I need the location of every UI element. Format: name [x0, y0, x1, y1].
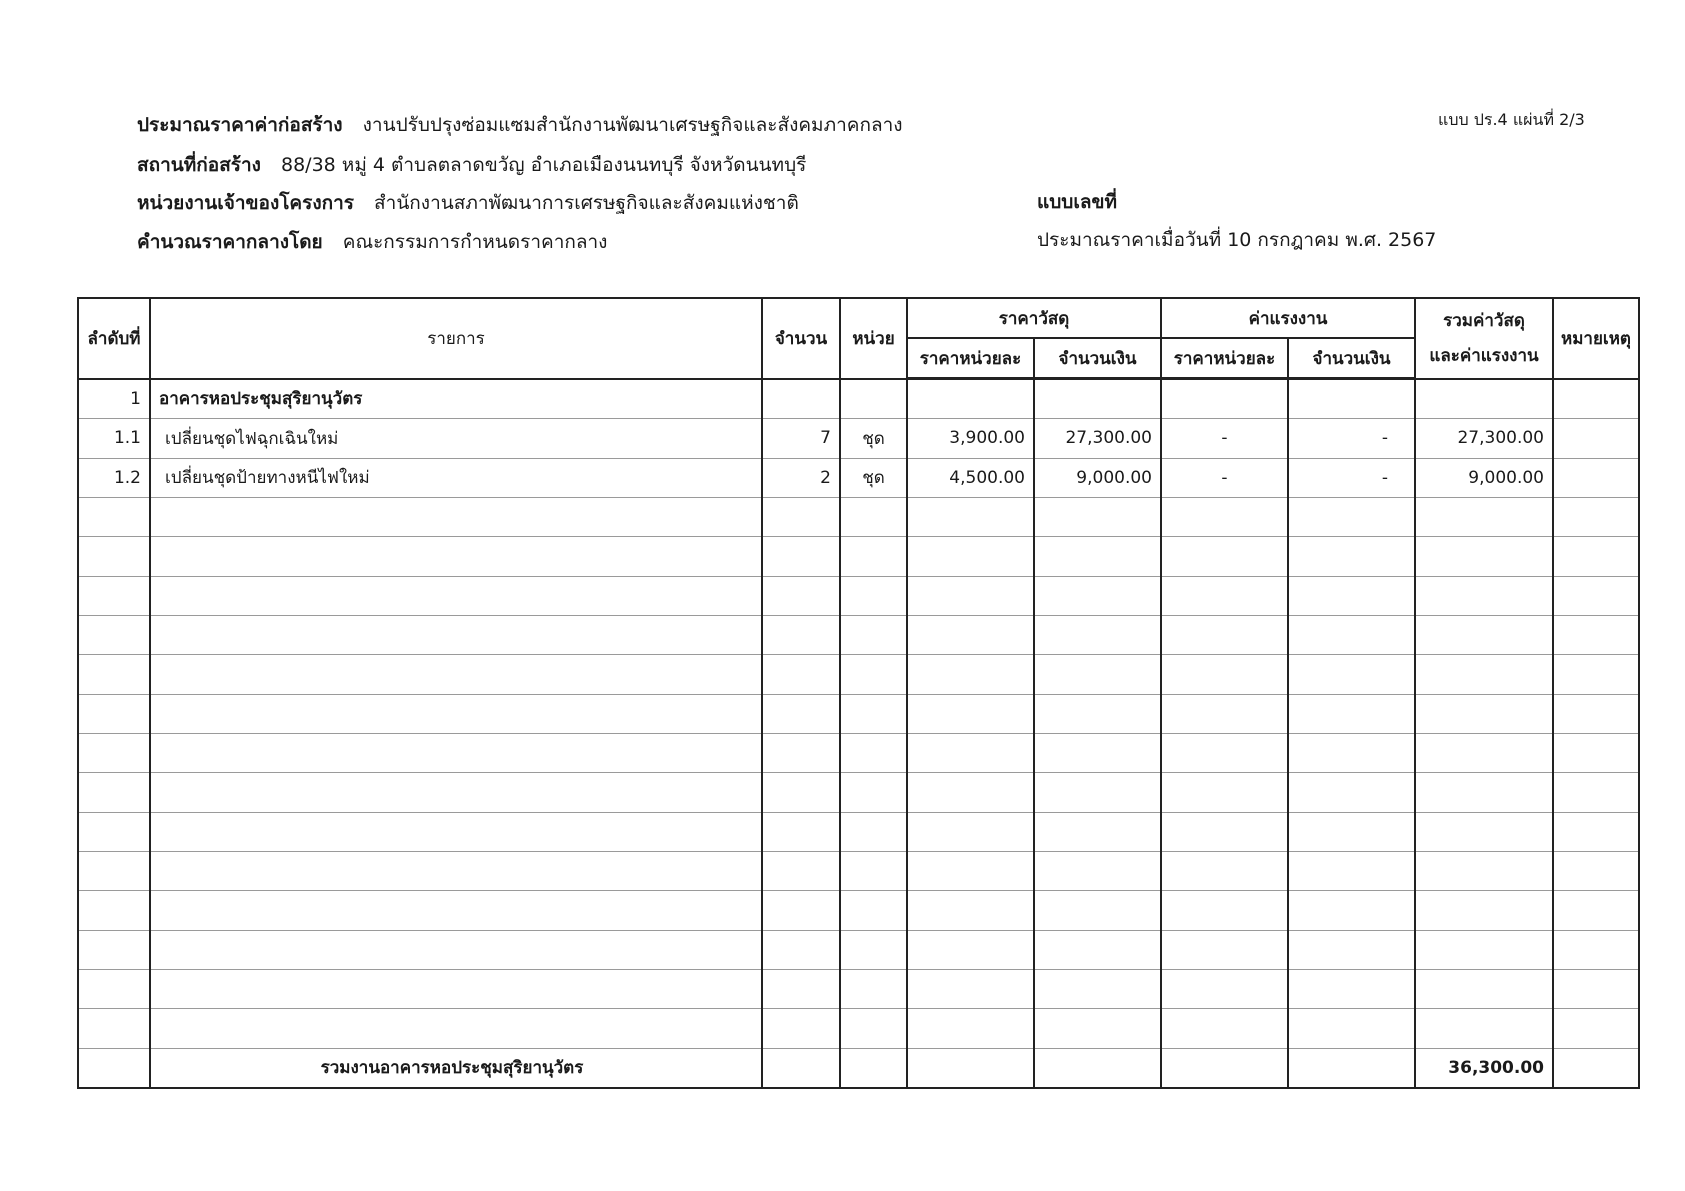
row-lab-amount: -: [1288, 458, 1415, 497]
col-total-line1: รวมค่าวัสดุ: [1443, 311, 1525, 332]
owner-value: สำนักงานสภาพัฒนาการเศรษฐกิจและสังคมแห่งชาติ: [374, 192, 799, 214]
col-labor-header: ค่าแรงงาน: [1161, 298, 1415, 338]
empty-row: [78, 655, 1639, 694]
row-qty: 2: [762, 458, 840, 497]
project-value: งานปรับปรุงซ่อมแซมสำนักงานพัฒนาเศรษฐกิจและสังคมภาคกลาง: [362, 114, 903, 136]
estimate-date: ประมาณราคาเมื่อวันที่ 10 กรกฎาคม พ.ศ. 2567: [1037, 229, 1437, 251]
col-lab-unitprice-header: ราคาหน่วยละ: [1161, 338, 1288, 379]
row-mat-amount: 9,000.00: [1034, 458, 1161, 497]
site-line: [137, 153, 806, 177]
group-seq: 1: [78, 379, 150, 419]
calc-value: คณะกรรมการกำหนดราคากลาง: [342, 231, 608, 253]
drawing-no-label: แบบเลขที่: [1037, 191, 1118, 213]
empty-row: [78, 1009, 1639, 1048]
col-total-header: [1415, 298, 1553, 379]
empty-row: [78, 891, 1639, 930]
row-seq: 1.1: [78, 419, 150, 458]
table-row: [78, 419, 1639, 458]
row-mat-unitprice: 4,500.00: [907, 458, 1034, 497]
empty-row: [78, 537, 1639, 576]
row-item: เปลี่ยนชุดป้ายทางหนีไฟใหม่: [150, 458, 762, 497]
row-remark: [1553, 458, 1639, 497]
calc-line: [137, 230, 607, 254]
calc-label: คำนวณราคากลางโดย: [137, 231, 323, 253]
row-unit: ชุด: [840, 419, 907, 458]
col-mat-amount-header: จำนวนเงิน: [1034, 338, 1161, 379]
project-label: ประมาณราคาค่าก่อสร้าง: [137, 114, 343, 136]
row-lab-unitprice: -: [1161, 458, 1288, 497]
col-unit-header: หน่วย: [840, 298, 907, 379]
project-line: [137, 113, 903, 137]
empty-row: [78, 773, 1639, 812]
row-lab-amount: -: [1288, 419, 1415, 458]
col-mat-unitprice-header: ราคาหน่วยละ: [907, 338, 1034, 379]
boq-table: [77, 297, 1640, 1089]
col-remark-header: หมายเหตุ: [1553, 298, 1639, 379]
row-unit: ชุด: [840, 458, 907, 497]
group-name: อาคารหอประชุมสุริยานุวัตร: [150, 379, 762, 419]
col-material-header: ราคาวัสดุ: [907, 298, 1161, 338]
empty-row: [78, 733, 1639, 772]
empty-row: [78, 694, 1639, 733]
empty-row: [78, 497, 1639, 536]
site-value: 88/38 หมู่ 4 ตำบลตลาดขวัญ อำเภอเมืองนนทบุรี จังหวัดนนทบุรี: [281, 154, 807, 176]
row-lab-unitprice: -: [1161, 419, 1288, 458]
empty-row: [78, 930, 1639, 969]
col-qty-header: จำนวน: [762, 298, 840, 379]
total-row: [78, 1048, 1639, 1088]
group-row: [78, 379, 1639, 419]
empty-row: [78, 615, 1639, 654]
owner-line: [137, 191, 799, 215]
row-item: เปลี่ยนชุดไฟฉุกเฉินใหม่: [150, 419, 762, 458]
row-total: 27,300.00: [1415, 419, 1553, 458]
site-label: สถานที่ก่อสร้าง: [137, 154, 261, 176]
row-mat-unitprice: 3,900.00: [907, 419, 1034, 458]
row-remark: [1553, 419, 1639, 458]
empty-row: [78, 969, 1639, 1008]
empty-row: [78, 812, 1639, 851]
table-header: [78, 298, 1639, 379]
table-body: [78, 379, 1639, 1089]
col-total-line2: และค่าแรงงาน: [1429, 346, 1539, 367]
total-label: รวมงานอาคารหอประชุมสุริยานุวัตร: [150, 1048, 762, 1088]
empty-row: [78, 851, 1639, 890]
row-qty: 7: [762, 419, 840, 458]
col-item-header: รายการ: [150, 298, 762, 379]
table-row: [78, 458, 1639, 497]
form-reference: แบบ ปร.4 แผ่นที่ 2/3: [1438, 110, 1585, 129]
grand-total: 36,300.00: [1415, 1048, 1553, 1088]
row-mat-amount: 27,300.00: [1034, 419, 1161, 458]
row-seq: 1.2: [78, 458, 150, 497]
empty-row: [78, 576, 1639, 615]
col-seq-header: ลำดับที่: [78, 298, 150, 379]
owner-label: หน่วยงานเจ้าของโครงการ: [137, 192, 354, 214]
row-total: 9,000.00: [1415, 458, 1553, 497]
col-lab-amount-header: จำนวนเงิน: [1288, 338, 1415, 379]
